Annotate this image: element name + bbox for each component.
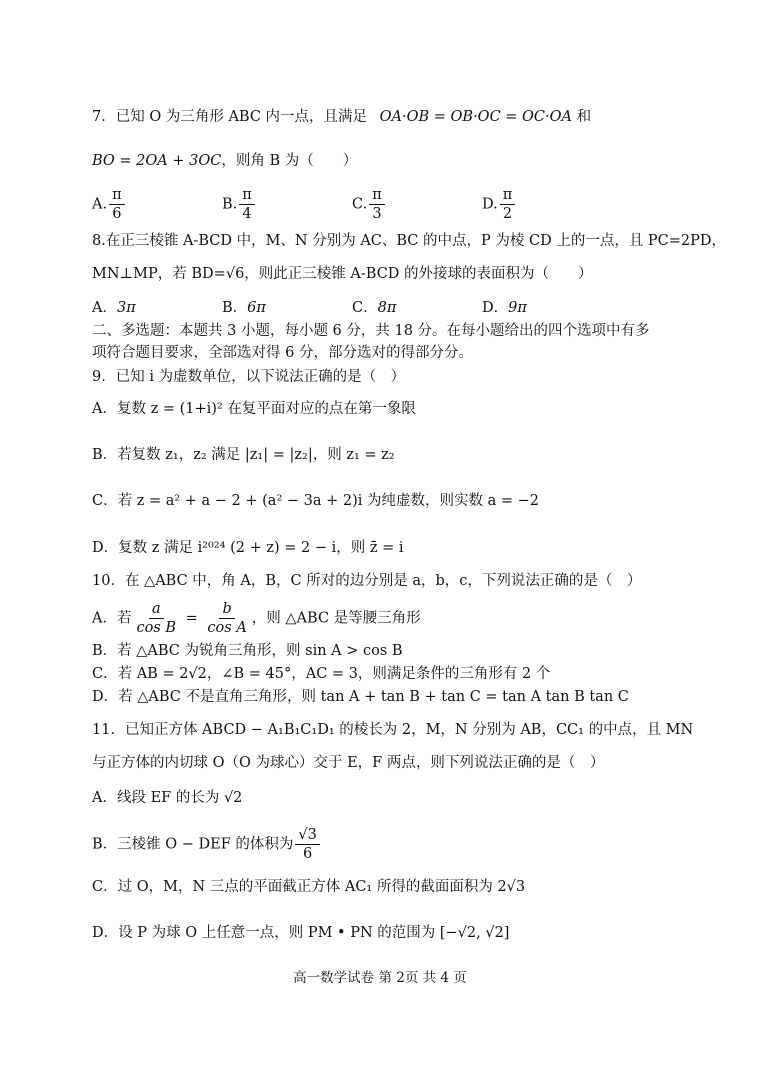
q7-condition-text: ，则角 B 为（ ） <box>221 153 358 169</box>
q8-option-b: B．6π <box>222 300 266 316</box>
q11-frac-volume: $\frac{√3}{6}$ <box>295 826 319 863</box>
q8-option-a: A．3π <box>92 300 136 316</box>
section2-line2: 项符合题目要求，全部选对得 6 分，部分选对的得部分分。 <box>92 345 473 361</box>
q10-option-d: D．若 △ABC 不是直角三角形，则 tan A + tan B + tan C = tan A tan B tan C <box>92 689 629 705</box>
q8-line2: MN⊥MP，若 BD=√6，则此正三棱锥 A-BCD 的外接球的表面积为（ ） <box>92 266 593 282</box>
page-footer: 高一数学试卷 第 2页 共 4 页 <box>293 970 467 986</box>
q11-option-b: B．三棱锥 O − DEF 的体积为 $\frac{√3}{6}$ <box>92 826 322 863</box>
q11-option-a: A．线段 EF 的长为 √2 <box>92 790 243 806</box>
q7-option-c: C. $\frac{\pi}{3}$ <box>352 186 482 223</box>
q10-stem: 10．在 △ABC 中，角 A，B，C 所对的边分别是 a，b，c，下列说法正确的是（ ） <box>92 573 642 589</box>
q9-option-c: C．若 z = a² + a − 2 + (a² − 3a + 2)i 为纯虚数，则实数 a = −2 <box>92 493 539 509</box>
q8-options <box>92 297 527 319</box>
q9-option-d: D．复数 z 满足 i²⁰²⁴ (2 + z) = 2 − i，则 z̄ = i <box>92 540 404 556</box>
q11-option-c: C．过 O，M，N 三点的平面截正方体 AC₁ 所得的截面面积为 2√3 <box>92 879 526 895</box>
q11-line2: 与正方体的内切球 O（O 为球心）交于 E，F 两点，则下列说法正确的是（ ） <box>92 755 605 771</box>
q10-frac-a: $\frac{a}{\text{cos B}}$ <box>136 601 177 636</box>
q7-stem-post: 和 <box>572 109 592 125</box>
section2-line1: 二、多选题：本题共 3 小题，每小题 6 分，共 18 分。在每小题给出的四个选项中有多 <box>92 323 650 339</box>
q7-options <box>92 186 517 223</box>
q7-stem-text: 7．已知 O 为三角形 ABC 内一点，且满足 <box>92 109 368 125</box>
q9-option-a: A．复数 z = (1+i)² 在复平面对应的点在第一象限 <box>92 401 416 417</box>
q9-option-b: B．若复数 z₁，z₂ 满足 |z₁| = |z₂|，则 z₁ = z₂ <box>92 447 395 463</box>
q7-stem <box>92 106 591 128</box>
q8-option-c: C．8π <box>352 300 397 316</box>
q10-frac-b: $\frac{b}{\text{cos A}}$ <box>207 601 247 636</box>
q8-option-d: D．9π <box>482 300 527 316</box>
q7-condition-math: BO = 2OA + 3OC <box>92 153 222 169</box>
q11-option-d: D．设 P 为球 O 上任意一点，则 PM • PN 的范围为 [−√2, √2] <box>92 925 510 941</box>
q9-stem: 9．已知 i 为虚数单位，以下说法正确的是（ ） <box>92 369 406 385</box>
q7-stem-math: OA·OB = OB·OC = OC·OA <box>379 109 572 125</box>
q10-option-c: C．若 AB = 2√2，∠B = 45°，AC = 3，则满足条件的三角形有 2 个 <box>92 666 551 682</box>
q10-option-a: A．若 $\frac{a}{\text{cos B}}$ = $\frac{b}{\text{cos A}}$ ，则 △ABC 是等腰三角形 <box>92 601 421 636</box>
q10-option-b: B．若 △ABC 为锐角三角形，则 sin A > cos B <box>92 643 403 659</box>
q7-option-b: B. $\frac{\pi}{4}$ <box>222 186 352 223</box>
q7-option-a: A. $\frac{\pi}{6}$ <box>92 186 222 223</box>
q8-line1: 8.在正三棱锥 A-BCD 中，M、N 分别为 AC、BC 的中点，P 为棱 CD 上的一点，且 PC=2PD， <box>92 233 727 249</box>
q11-line1: 11．已知正方体 ABCD − A₁B₁C₁D₁ 的棱长为 2，M，N 分别为 AB，CC₁ 的中点，且 MN <box>92 722 694 738</box>
q8-sqrt6: √6 <box>225 266 245 282</box>
q7-condition <box>92 150 357 172</box>
q7-option-d: D. $\frac{\pi}{2}$ <box>482 186 517 223</box>
